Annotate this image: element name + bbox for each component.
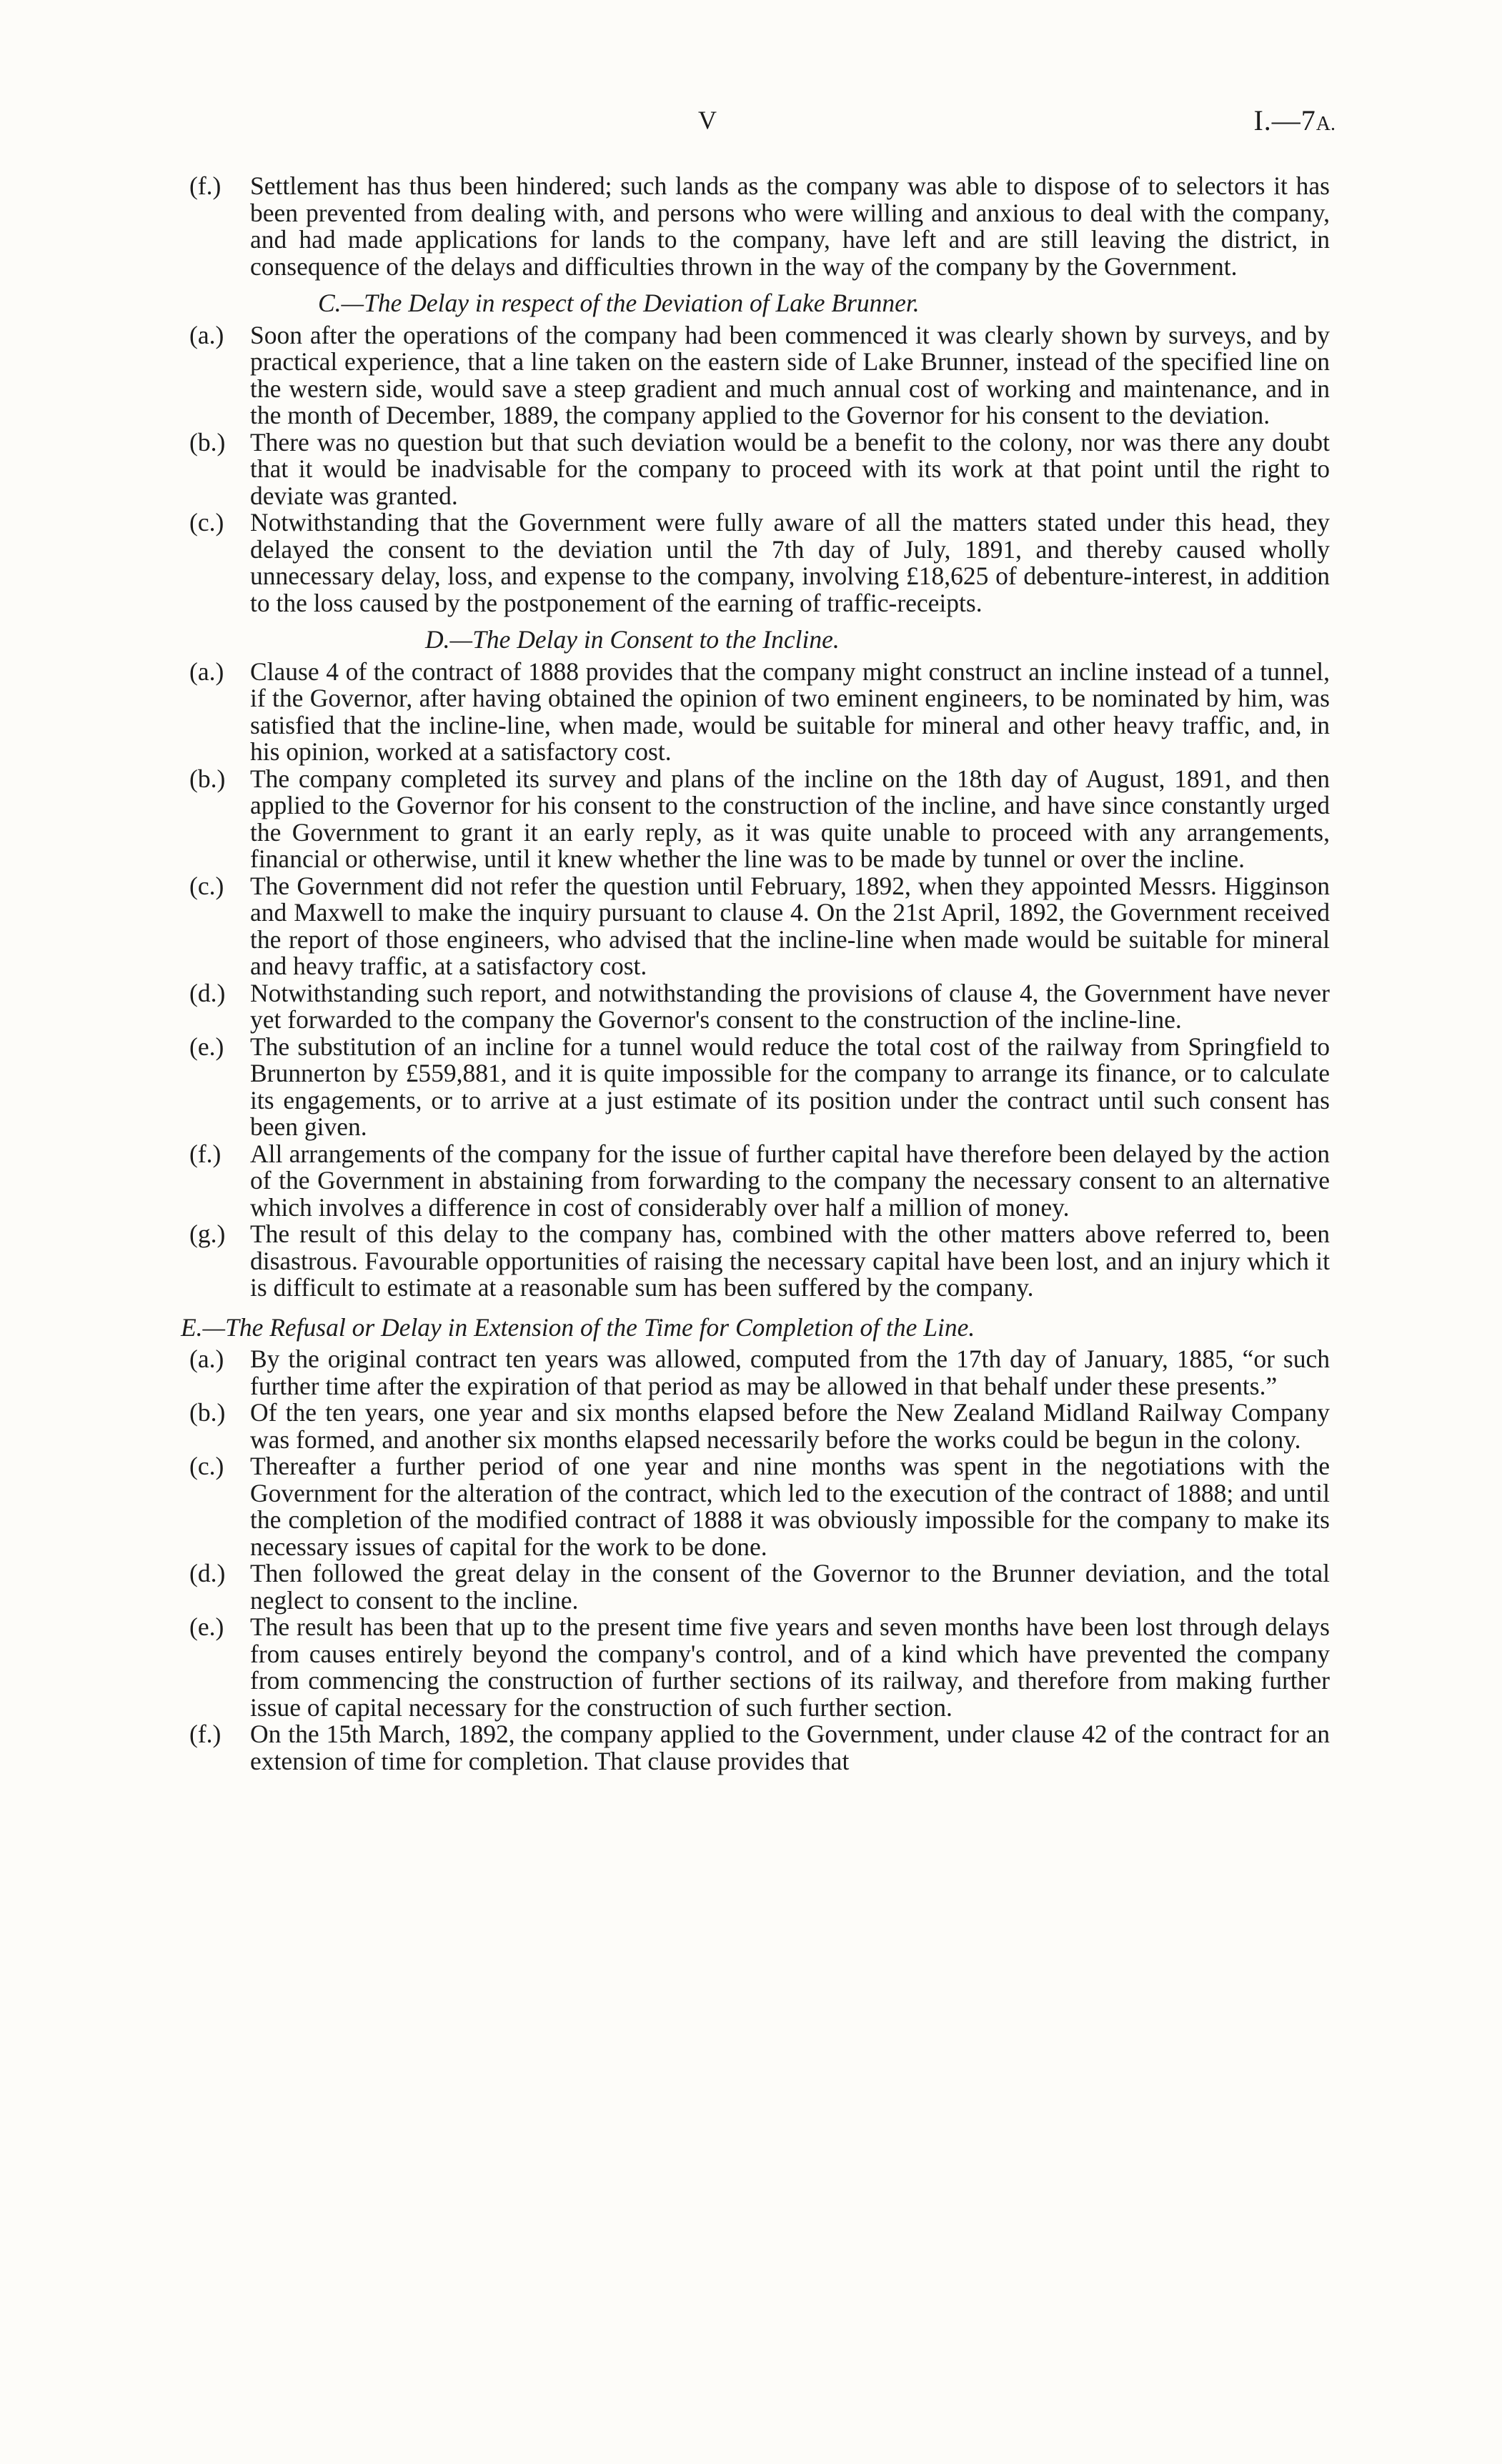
paragraph-label: (c.) — [189, 508, 224, 537]
paragraph-d-d — [189, 980, 1330, 1034]
paragraph-label: (f.) — [189, 1139, 222, 1168]
page-header — [0, 104, 1502, 143]
paragraph-text: Then followed the great delay in the consent of the Governor to the Brunner deviation, and the total neglect to consent to the incline. — [250, 1559, 1330, 1615]
paragraph-label: (a.) — [189, 1345, 224, 1373]
paragraph-text: All arrangements of the company for the issue of further capital have therefore been delayed by the action of the Government in abstaining from forwarding to the company the necessary consent to an alternative which involves a difference in cost of considerably over half a million of money. — [250, 1139, 1330, 1222]
paragraph-label: (b.) — [189, 764, 226, 793]
paragraph-d-f — [189, 1141, 1330, 1222]
paragraph-c-c — [189, 509, 1330, 617]
paragraph-label: (e.) — [189, 1032, 224, 1061]
paragraph-label: (g.) — [189, 1219, 226, 1248]
paragraph-text: The result of this delay to the company has, combined with the other matters above referred to, been disastrous. Favourable opportunities of raising the necessary capital have been lost, and an injury which it is difficult to estimate at a reasonable sum has been suffered by the company. — [250, 1219, 1330, 1302]
document-reference-main: I.—7 — [1253, 104, 1316, 136]
paragraph-label: (d.) — [189, 1559, 226, 1587]
paragraph-label: (b.) — [189, 427, 226, 457]
paragraph-d-g — [189, 1221, 1330, 1302]
paragraph-e-d — [189, 1560, 1330, 1614]
document-reference — [1253, 104, 1336, 138]
paragraph-c-a — [189, 322, 1330, 429]
paragraph-e-f — [189, 1721, 1330, 1775]
paragraph-c-b — [189, 429, 1330, 510]
paragraph-text: The result has been that up to the present time five years and seven months have been lost through delays from causes entirely beyond the company's control, and of a kind which have prevented the company from commencing the construction of further sections of its railway, and therefore from making further issue of capital necessary for the construction of such further section. — [250, 1612, 1330, 1722]
paragraph-label: (a.) — [189, 320, 224, 349]
section-heading-e: E.—The Refusal or Delay in Extension of the Time for Completion of the Line. — [181, 1312, 975, 1342]
paragraph-label: (c.) — [189, 1452, 224, 1480]
section-heading-c: C.—The Delay in respect of the Deviation of Lake Brunner. — [318, 289, 920, 317]
paragraph-d-c — [189, 873, 1330, 980]
paragraph-label: (b.) — [189, 1398, 226, 1427]
paragraph-text: By the original contract ten years was allowed, computed from the 17th day of January, 1885, “or such further time after the expiration of that period as may be allowed in that behalf under these presents.” — [250, 1345, 1330, 1400]
paragraph-label: (f.) — [189, 171, 222, 200]
paragraph-text: Notwithstanding that the Government were fully aware of all the matters stated under this head, they delayed the consent to the deviation until the 7th day of July, 1891, and thereby caused wholly unnecessary delay, loss, and expense to the company, involving £18,625 of debenture-interest, in addition to the loss caused by the postponement of the earning of traffic-receipts. — [250, 508, 1330, 617]
paragraph-text: On the 15th March, 1892, the company applied to the Government, under clause 42 of the contract for an extension of time for completion. That clause provides that — [250, 1720, 1330, 1775]
paragraph-label: (a.) — [189, 657, 224, 686]
page-number: V — [698, 106, 717, 134]
paragraph-text: Settlement has thus been hindered; such lands as the company was able to dispose of to selectors it has been prevented from dealing with, and persons who were willing and anxious to deal with the company, and had made applications for lands to the company, have left and are still leaving the district, in consequence of the delays and difficulties thrown in the way of the company by the Government. — [250, 171, 1330, 281]
paragraph-text: Clause 4 of the contract of 1888 provides that the company might construct an incline instead of a tunnel, if the Governor, after having obtained the opinion of two eminent engineers, to be nominated by him, was satisfied that the incline-line, when made, would be suitable for mineral and other heavy traffic, and, in his opinion, worked at a satisfactory cost. — [250, 657, 1330, 766]
paragraph-label: (d.) — [189, 978, 226, 1007]
paragraph-text: The substitution of an incline for a tunnel would reduce the total cost of the railway from Springfield to Brunnerton by £559,881, and it is quite impossible for the company to arrange its finance, or to calculate its engagements, or to arrive at a just estimate of its position under the contract until such consent has been given. — [250, 1032, 1330, 1141]
paragraph-e-b — [189, 1400, 1330, 1453]
paragraph-text: The Government did not refer the question until February, 1892, when they appointed Messrs. Higginson and Maxwell to make the inquiry pursuant to clause 4. On the 21st April, 1892, the Government received the report of those engineers, who advised that the incline-line when made would be suitable for mineral and heavy traffic, at a satisfactory cost. — [250, 871, 1330, 980]
section-heading-d: D.—The Delay in Consent to the Incline. — [425, 625, 840, 654]
paragraph-text: The company completed its survey and plans of the incline on the 18th day of August, 1891, and then applied to the Governor for his consent to the construction of the incline, and have since constantly urged the Government to grant it an early reply, as it was quite unable to proceed with any arrangements, financial or otherwise, until it knew whether the line was to be made by tunnel or over the incline. — [250, 764, 1330, 873]
paragraph-label: (c.) — [189, 871, 224, 900]
paragraph-text: Of the ten years, one year and six months elapsed before the New Zealand Midland Railway Company was formed, and another six months elapsed necessarily before the works could be begun in the colony. — [250, 1398, 1330, 1454]
paragraph-e-a — [189, 1346, 1330, 1400]
paragraph-text: Thereafter a further period of one year and nine months was spent in the negotiations with the Government for the alteration of the contract, which led to the execution of the contract of 1888; and until the completion of the modified contract of 1888 it was obviously impossible for the company to make its necessary issues of capital for the work to be done. — [250, 1452, 1330, 1561]
paragraph-e-c — [189, 1453, 1330, 1560]
paragraph-label: (e.) — [189, 1612, 224, 1641]
paragraph-d-b — [189, 766, 1330, 873]
paragraph-text: There was no question but that such deviation would be a benefit to the colony, nor was there any doubt that it would be inadvisable for the company to proceed with its work at that point until the right to deviate was granted. — [250, 427, 1330, 510]
paragraph-e-e — [189, 1614, 1330, 1721]
paragraph-d-e — [189, 1034, 1330, 1141]
paragraph-b-f — [189, 173, 1330, 280]
paragraph-text: Notwithstanding such report, and notwithstanding the provisions of clause 4, the Government have never yet forwarded to the company the Governor's consent to the construction of the incline-line. — [250, 978, 1330, 1034]
paragraph-text: Soon after the operations of the company had been commenced it was clearly shown by surveys, and by practical experience, that a line taken on the eastern side of Lake Brunner, instead of the specified line on the western side, would save a steep gradient and much annual cost of working and maintenance, and in the month of December, 1889, the company applied to the Governor for his consent to the deviation. — [250, 320, 1330, 429]
paragraph-d-a — [189, 659, 1330, 766]
paragraph-label: (f.) — [189, 1720, 222, 1748]
document-body — [181, 171, 1330, 1775]
document-reference-suffix: A. — [1316, 113, 1336, 135]
